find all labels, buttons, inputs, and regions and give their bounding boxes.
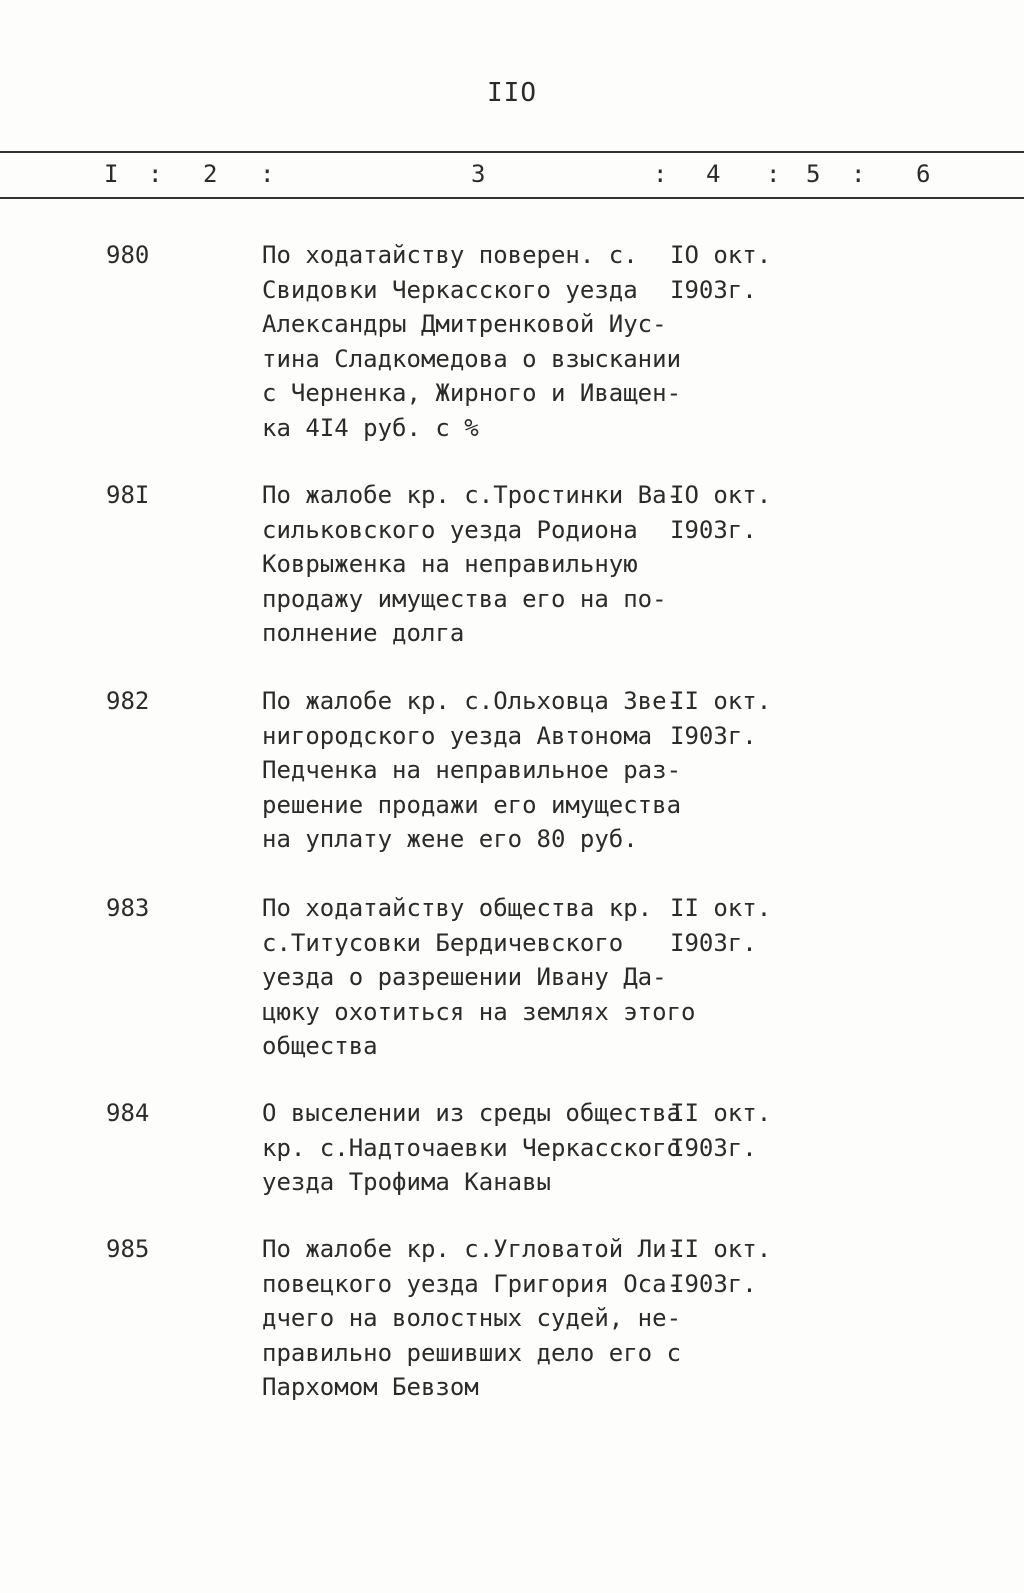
entry-description: [262, 1096, 682, 1200]
entry-date: [670, 478, 771, 547]
description-line: уезда о разрешении Ивану Да-: [262, 963, 667, 991]
column-separator: :: [653, 160, 668, 188]
description-line: По ходатайству поверен. с.: [262, 241, 638, 269]
column-header-4: 4: [706, 160, 721, 188]
date-year: I903г.: [670, 721, 757, 750]
header-rule-bottom: [0, 197, 1024, 199]
date-year: I903г.: [670, 275, 757, 304]
description-line: ка 4I4 руб. с %: [262, 413, 479, 442]
date-day: II окт.: [670, 894, 772, 922]
column-separator: :: [260, 160, 275, 188]
description-line: Свидовки Черкасского уезда: [262, 275, 638, 304]
entry-number: 983: [106, 894, 150, 922]
description-line: общества: [262, 1032, 378, 1060]
date-year: I903г.: [670, 1133, 757, 1162]
date-year: I903г.: [670, 928, 757, 957]
header-rule-top: [0, 151, 1024, 153]
date-day: II окт.: [670, 1099, 772, 1127]
date-day: II окт.: [670, 687, 772, 715]
entry-date: [670, 1232, 771, 1301]
description-line: сильковского уезда Родиона: [262, 515, 638, 544]
description-line: По жалобе кр. с.Угловатой Ли-: [262, 1235, 682, 1263]
description-line: повецкого уезда Григория Оса-: [262, 1269, 682, 1298]
entry-description: [262, 238, 682, 445]
column-header-5: 5: [806, 160, 821, 188]
description-line: тина Сладкомедова о взыскании: [262, 344, 682, 373]
page-number: IIO: [487, 78, 537, 108]
description-line: с.Титусовки Бердичевского: [262, 928, 624, 957]
description-line: По жалобе кр. с.Тростинки Ва-: [262, 481, 682, 509]
entry-number: 985: [106, 1235, 150, 1263]
entry-date: [670, 238, 771, 307]
description-line: дчего на волостных судей, не-: [262, 1304, 682, 1332]
column-header-1: I: [104, 160, 119, 188]
entry-number: 980: [106, 241, 150, 269]
description-line: По ходатайству общества кр.: [262, 894, 653, 922]
column-header-6: 6: [916, 160, 931, 188]
description-line: на уплату жене его 80 руб.: [262, 825, 638, 853]
entry-date: [670, 891, 771, 960]
description-line: О выселении из среды общества: [262, 1099, 682, 1127]
description-line: решение продажи его имущества: [262, 790, 682, 819]
description-line: с Черненка, Жирного и Иващен-: [262, 379, 682, 407]
entry-description: [262, 891, 696, 1064]
date-day: IO окт.: [670, 481, 772, 509]
description-line: уезда Трофима Канавы: [262, 1168, 551, 1196]
column-separator: :: [851, 160, 866, 188]
description-line: нигородского уезда Автонома: [262, 721, 653, 750]
date-year: I903г.: [670, 515, 757, 544]
date-day: IO окт.: [670, 241, 772, 269]
description-line: Пархомом Бевзом: [262, 1373, 479, 1401]
description-line: полнение долга: [262, 619, 465, 647]
date-year: I903г.: [670, 1269, 757, 1298]
description-line: Александры Дмитренковой Иус-: [262, 310, 667, 338]
entry-date: [670, 684, 771, 753]
entry-description: [262, 1232, 682, 1405]
column-separator: :: [148, 160, 163, 188]
date-day: II окт.: [670, 1235, 772, 1263]
description-line: правильно решивших дело его с: [262, 1338, 682, 1367]
description-line: цюку охотиться на землях этого: [262, 997, 696, 1026]
entry-description: [262, 684, 682, 857]
description-line: Педченка на неправильное раз-: [262, 756, 682, 784]
entry-number: 98I: [106, 481, 150, 509]
description-line: продажу имущества его на по-: [262, 584, 667, 613]
description-line: Коврыженка на неправильную: [262, 550, 638, 578]
description-line: По жалобе кр. с.Ольховца Зве-: [262, 687, 682, 715]
column-header-3: 3: [471, 160, 486, 188]
column-separator: :: [766, 160, 781, 188]
entry-date: [670, 1096, 771, 1165]
entry-number: 982: [106, 687, 150, 715]
description-line: кр. с.Надточаевки Черкасского: [262, 1133, 682, 1162]
entry-description: [262, 478, 682, 651]
entry-number: 984: [106, 1099, 150, 1127]
column-header-2: 2: [203, 160, 218, 188]
